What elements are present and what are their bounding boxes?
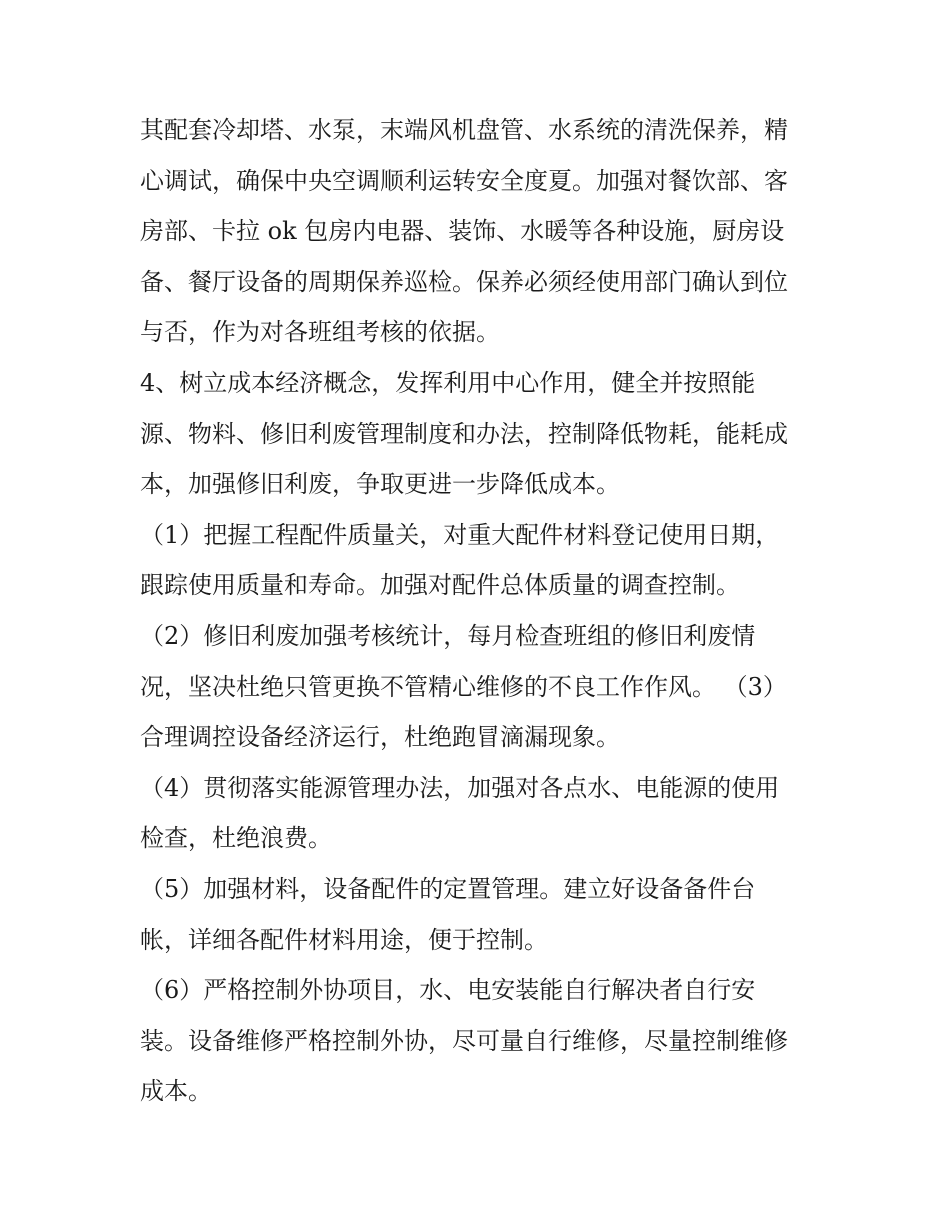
text-line-13: 合理调控设备经济运行，杜绝跑冒滴漏现象。 [140,723,620,752]
text-line-8: 本，加强修旧利废，争取更进一步降低成本。 [140,470,620,499]
text-line-9: （1）把握工程配件质量关，对重大配件材料登记使用日期， [140,520,780,549]
text-line-5: 与否，作为对各班组考核的依据。 [140,318,500,347]
text-line-19: 装。设备维修严格控制外协，尽可量自行维修，尽量控制维修 [140,1026,788,1055]
text-line-18: （6）严格控制外协项目，水、电安装能自行解决者自行安 [140,976,756,1005]
text-line-7: 源、物料、修旧利废管理制度和办法，控制降低物耗，能耗成 [140,419,788,448]
text-line-12: 况，坚决杜绝只管更换不管精心维修的不良工作作风。 （3） [140,672,787,701]
text-line-14: （4）贯彻落实能源管理办法，加强对各点水、电能源的使用 [140,773,780,802]
text-line-6: 4、树立成本经济概念，发挥利用中心作用，健全并按照能 [140,368,756,397]
text-line-11: （2）修旧利废加强考核统计，每月检查班组的修旧利废情 [140,621,756,650]
text-line-17: 帐，详细各配件材料用途，便于控制。 [140,925,548,954]
text-line-15: 检查，杜绝浪费。 [140,824,332,853]
text-line-1: 其配套冷却塔、水泵，末端风机盘管、水系统的清洗保养，精 [140,116,788,144]
text-line-3: 房部、卡拉 ok 包房内电器、装饰、水暖等各种设施，厨房设 [140,217,785,246]
text-line-10: 跟踪使用质量和寿命。加强对配件总体质量的调查控制。 [140,571,740,600]
text-line-16: （5）加强材料，设备配件的定置管理。建立好设备备件台 [140,874,756,903]
text-line-20: 成本。 [140,1077,212,1106]
document-body [140,105,820,1117]
text-line-2: 心调试，确保中央空调顺利运转安全度夏。加强对餐饮部、客 [140,166,788,195]
text-line-4: 备、餐厅设备的周期保养巡检。保养必须经使用部门确认到位 [140,267,788,296]
